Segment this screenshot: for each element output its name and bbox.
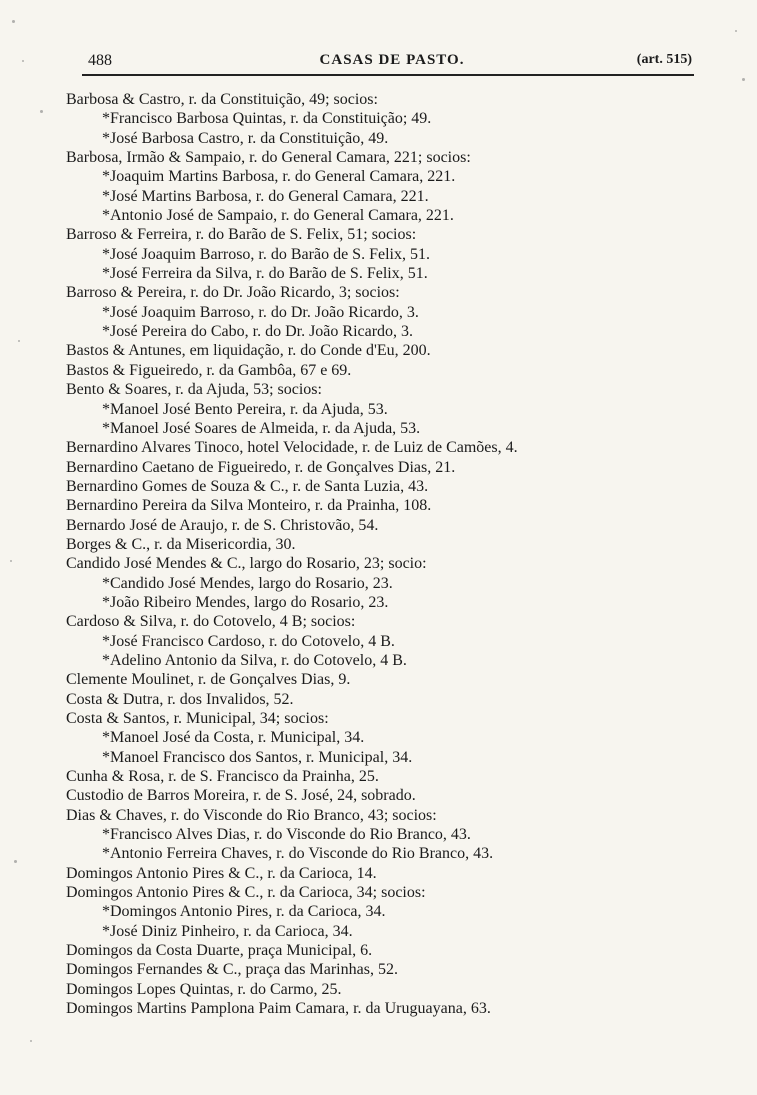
partner-entry: *José Martins Barbosa, r. do General Camara, 221. <box>102 187 429 205</box>
business-entry: Cunha & Rosa, r. de S. Francisco da Prainha, 25. <box>66 768 379 786</box>
scan-speck <box>18 340 20 342</box>
business-entry: Barroso & Pereira, r. do Dr. João Ricardo, 3; socios: <box>66 284 400 302</box>
partner-entry: *José Diniz Pinheiro, r. da Carioca, 34. <box>102 922 353 940</box>
scan-speck <box>742 78 745 81</box>
partner-entry: *Francisco Barbosa Quintas, r. da Constituição; 49. <box>102 110 432 128</box>
business-entry: Cardoso & Silva, r. do Cotovelo, 4 B; socios: <box>66 613 356 631</box>
business-entry: Barbosa, Irmão & Sampaio, r. do General Camara, 221; socios: <box>66 149 471 167</box>
scan-speck <box>735 30 737 32</box>
business-entry: Clemente Moulinet, r. de Gonçalves Dias, 9. <box>66 671 351 689</box>
partner-entry: *Antonio Ferreira Chaves, r. do Visconde do Rio Branco, 43. <box>102 845 494 863</box>
business-entry: Domingos Antonio Pires & C., r. da Carioca, 14. <box>66 864 377 882</box>
business-entry: Domingos Martins Pamplona Paim Camara, r. da Uruguayana, 63. <box>66 1000 491 1018</box>
scan-speck <box>14 860 17 863</box>
business-entry: Barbosa & Castro, r. da Constituição, 49; socios: <box>66 91 378 108</box>
partner-entry: *Candido José Mendes, largo do Rosario, 23. <box>102 574 393 592</box>
scan-speck <box>10 560 12 562</box>
page-header <box>88 52 696 74</box>
business-entry: Domingos Antonio Pires & C., r. da Carioca, 34; socios: <box>66 884 426 902</box>
partner-entry: *Manoel José Bento Pereira, r. da Ajuda, 53. <box>102 400 388 418</box>
scan-speck <box>30 1040 32 1042</box>
business-entry: Bernardo José de Araujo, r. de S. Christovão, 54. <box>66 516 379 534</box>
business-entry: Domingos da Costa Duarte, praça Municipal, 6. <box>66 942 373 960</box>
business-entry: Bento & Soares, r. da Ajuda, 53; socios: <box>66 381 322 399</box>
article-reference: (art. 515) <box>636 52 692 67</box>
header-rule <box>82 74 694 76</box>
business-entry: Domingos Lopes Quintas, r. do Carmo, 25. <box>66 980 342 998</box>
business-entry: Costa & Santos, r. Municipal, 34; socios: <box>66 710 329 727</box>
partner-entry: *Manoel José Soares de Almeida, r. da Ajuda, 53. <box>102 419 421 437</box>
partner-entry: *Manoel José da Costa, r. Municipal, 34. <box>102 729 365 747</box>
business-entry: Domingos Fernandes & C., praça das Marinhas, 52. <box>66 961 398 979</box>
page-number: 488 <box>88 52 112 69</box>
business-entry: Bastos & Antunes, em liquidação, r. do Conde d'Eu, 200. <box>66 342 431 360</box>
business-entry: Costa & Dutra, r. dos Invalidos, 52. <box>66 690 294 708</box>
partner-entry: *José Barbosa Castro, r. da Constituição, 49. <box>102 129 389 147</box>
business-entry: Candido José Mendes & C., largo do Rosario, 23; socio: <box>66 555 427 573</box>
partner-entry: *João Ribeiro Mendes, largo do Rosario, 23. <box>102 593 389 611</box>
business-entry: Bernardino Caetano de Figueiredo, r. de Gonçalves Dias, 21. <box>66 458 456 476</box>
page-title: CASAS DE PASTO. <box>319 52 465 68</box>
business-entry: Dias & Chaves, r. do Visconde do Rio Branco, 43; socios: <box>66 806 437 824</box>
partner-entry: *Adelino Antonio da Silva, r. do Cotovelo, 4 B. <box>102 651 407 669</box>
partner-entry: *José Pereira do Cabo, r. do Dr. João Ricardo, 3. <box>102 323 414 341</box>
business-entry: Barroso & Ferreira, r. do Barão de S. Felix, 51; socios: <box>66 226 417 244</box>
partner-entry: *Francisco Alves Dias, r. do Visconde do Rio Branco, 43. <box>102 826 471 844</box>
business-entry: Bernardino Alvares Tinoco, hotel Velocidade, r. de Luiz de Camões, 4. <box>66 439 518 457</box>
partner-entry: *José Joaquim Barroso, r. do Barão de S. Felix, 51. <box>102 245 430 263</box>
scan-speck <box>22 60 24 62</box>
partner-entry: *José Francisco Cardoso, r. do Cotovelo, 4 B. <box>102 632 395 650</box>
directory-list <box>66 90 726 1019</box>
business-entry: Custodio de Barros Moreira, r. de S. José, 24, sobrado. <box>66 787 416 805</box>
partner-entry: *José Ferreira da Silva, r. do Barão de S. Felix, 51. <box>102 265 428 283</box>
partner-entry: *Domingos Antonio Pires, r. da Carioca, 34. <box>102 903 386 921</box>
scan-speck <box>12 20 15 23</box>
partner-entry: *José Joaquim Barroso, r. do Dr. João Ricardo, 3. <box>102 303 419 321</box>
business-entry: Bernardino Gomes de Souza & C., r. de Santa Luzia, 43. <box>66 477 429 495</box>
scan-speck <box>40 110 43 113</box>
partner-entry: *Antonio José de Sampaio, r. do General Camara, 221. <box>102 207 454 225</box>
business-entry: Bernardino Pereira da Silva Monteiro, r. da Prainha, 108. <box>66 497 432 515</box>
business-entry: Bastos & Figueiredo, r. da Gambôa, 67 e 69. <box>66 361 352 379</box>
partner-entry: *Manoel Francisco dos Santos, r. Municipal, 34. <box>102 748 413 766</box>
partner-entry: *Joaquim Martins Barbosa, r. do General Camara, 221. <box>102 168 456 186</box>
business-entry: Borges & C., r. da Misericordia, 30. <box>66 535 296 553</box>
